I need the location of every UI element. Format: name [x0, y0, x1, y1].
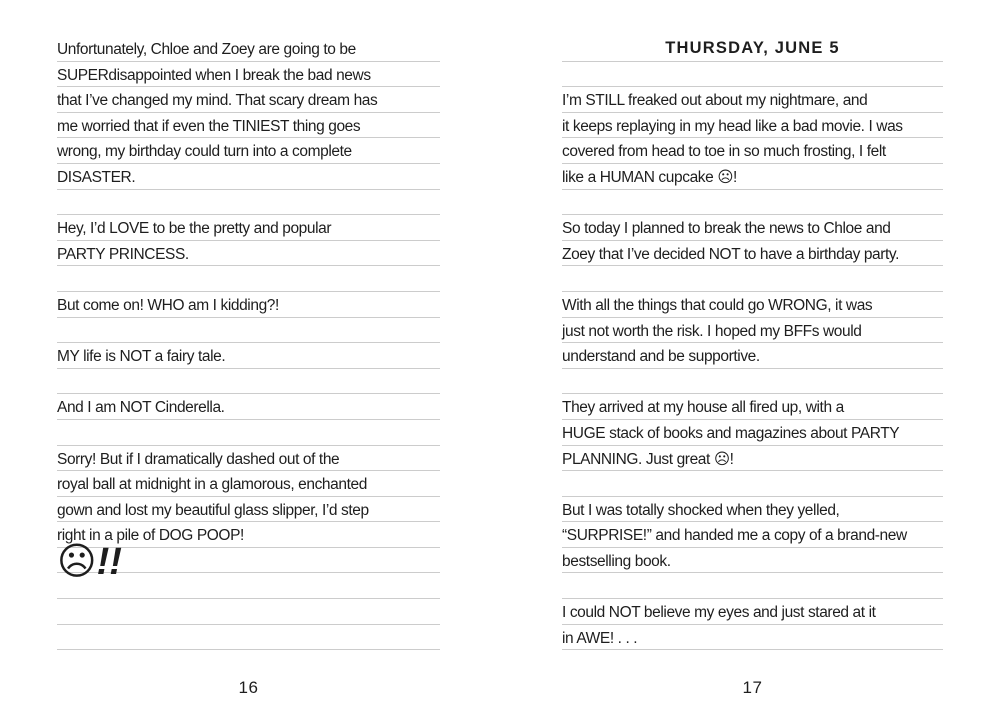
line-text: But come on! WHO am I kidding?!	[57, 297, 279, 315]
page-number-right: 17	[742, 678, 763, 697]
notebook-line	[57, 87, 440, 113]
notebook-line	[57, 36, 440, 62]
notebook-line	[57, 318, 440, 344]
line-text: PARTY PRINCESS.	[57, 245, 189, 263]
line-text: covered from head to toe in so much frosting, I felt	[562, 143, 886, 161]
line-text: just not worth the risk. I hoped my BFFs would	[562, 322, 862, 340]
notebook-line	[562, 599, 943, 625]
notebook-line	[562, 292, 943, 318]
notebook-line	[562, 266, 943, 292]
line-text: in AWE! . . .	[562, 629, 638, 647]
notebook-line	[562, 241, 943, 267]
notebook-line	[57, 599, 440, 625]
notebook-line	[57, 343, 440, 369]
line-text: MY life is NOT a fairy tale.	[57, 348, 226, 366]
line-text: like a HUMAN cupcake ☹!	[562, 169, 737, 187]
notebook-line	[562, 87, 943, 113]
notebook-line	[562, 625, 943, 651]
line-text: that I’ve changed my mind. That scary dream has	[57, 92, 378, 110]
line-text: understand and be supportive.	[562, 348, 760, 366]
left-page	[57, 36, 440, 650]
line-text: ☹!!	[57, 541, 122, 584]
line-text: And I am NOT Cinderella.	[57, 399, 225, 417]
line-text: right in a pile of DOG POOP!	[57, 527, 244, 545]
notebook-line	[562, 215, 943, 241]
notebook-line	[57, 394, 440, 420]
notebook-line	[57, 420, 440, 446]
line-text: royal ball at midnight in a glamorous, enchanted	[57, 476, 367, 494]
line-text: “SURPRISE!” and handed me a copy of a brand-new	[562, 527, 907, 545]
notebook-line	[562, 573, 943, 599]
notebook-line	[57, 369, 440, 395]
notebook-line	[57, 62, 440, 88]
line-text: wrong, my birthday could turn into a complete	[57, 143, 352, 161]
line-text: DISASTER.	[57, 169, 136, 187]
line-text: Unfortunately, Chloe and Zoey are going to be	[57, 41, 356, 59]
notebook-line	[562, 548, 943, 574]
notebook-line	[57, 471, 440, 497]
notebook-line	[562, 446, 943, 472]
right-page	[562, 36, 943, 650]
notebook-line	[562, 420, 943, 446]
line-text: me worried that if even the TINIEST thing goes	[57, 117, 361, 135]
notebook-line	[562, 394, 943, 420]
notebook-line	[57, 446, 440, 472]
notebook-line	[562, 164, 943, 190]
notebook-line	[57, 241, 440, 267]
notebook-line	[57, 215, 440, 241]
line-text: So today I planned to break the news to Chloe and	[562, 220, 891, 238]
notebook-line	[562, 113, 943, 139]
notebook-line	[57, 497, 440, 523]
notebook-line	[562, 318, 943, 344]
line-text: Sorry! But if I dramatically dashed out of the	[57, 450, 340, 468]
notebook-line	[562, 369, 943, 395]
notebook-line	[57, 292, 440, 318]
notebook-line	[57, 266, 440, 292]
frowny-face-emoji-line	[57, 541, 440, 584]
notebook-line	[562, 62, 943, 88]
notebook-line	[562, 497, 943, 523]
line-text: bestselling book.	[562, 552, 671, 570]
line-text: I’m STILL freaked out about my nightmare, and	[562, 92, 868, 110]
line-text: Hey, I’d LOVE to be the pretty and popular	[57, 220, 332, 238]
notebook-line	[57, 113, 440, 139]
notebook-line	[57, 625, 440, 651]
notebook-line	[57, 138, 440, 164]
page-number-left: 16	[238, 678, 259, 697]
line-text: THURSDAY, JUNE 5	[665, 39, 840, 58]
line-text: I could NOT believe my eyes and just stared at it	[562, 604, 876, 622]
line-text: PLANNING. Just great ☹!	[562, 450, 734, 468]
entry-date-header	[562, 36, 943, 62]
notebook-line	[562, 190, 943, 216]
notebook-line	[562, 471, 943, 497]
line-text: They arrived at my house all fired up, with a	[562, 399, 844, 417]
line-text: Zoey that I’ve decided NOT to have a birthday party.	[562, 245, 900, 263]
line-text: With all the things that could go WRONG, it was	[562, 297, 873, 315]
line-text: SUPERdisappointed when I break the bad news	[57, 66, 371, 84]
notebook-line	[562, 138, 943, 164]
notebook-line	[57, 164, 440, 190]
notebook-line	[562, 343, 943, 369]
notebook-line	[57, 190, 440, 216]
line-text: gown and lost my beautiful glass slipper, I’d step	[57, 501, 369, 519]
line-text: But I was totally shocked when they yelled,	[562, 501, 840, 519]
line-text: it keeps replaying in my head like a bad movie. I was	[562, 117, 903, 135]
line-text: HUGE stack of books and magazines about PARTY	[562, 425, 900, 442]
notebook-line	[562, 522, 943, 548]
